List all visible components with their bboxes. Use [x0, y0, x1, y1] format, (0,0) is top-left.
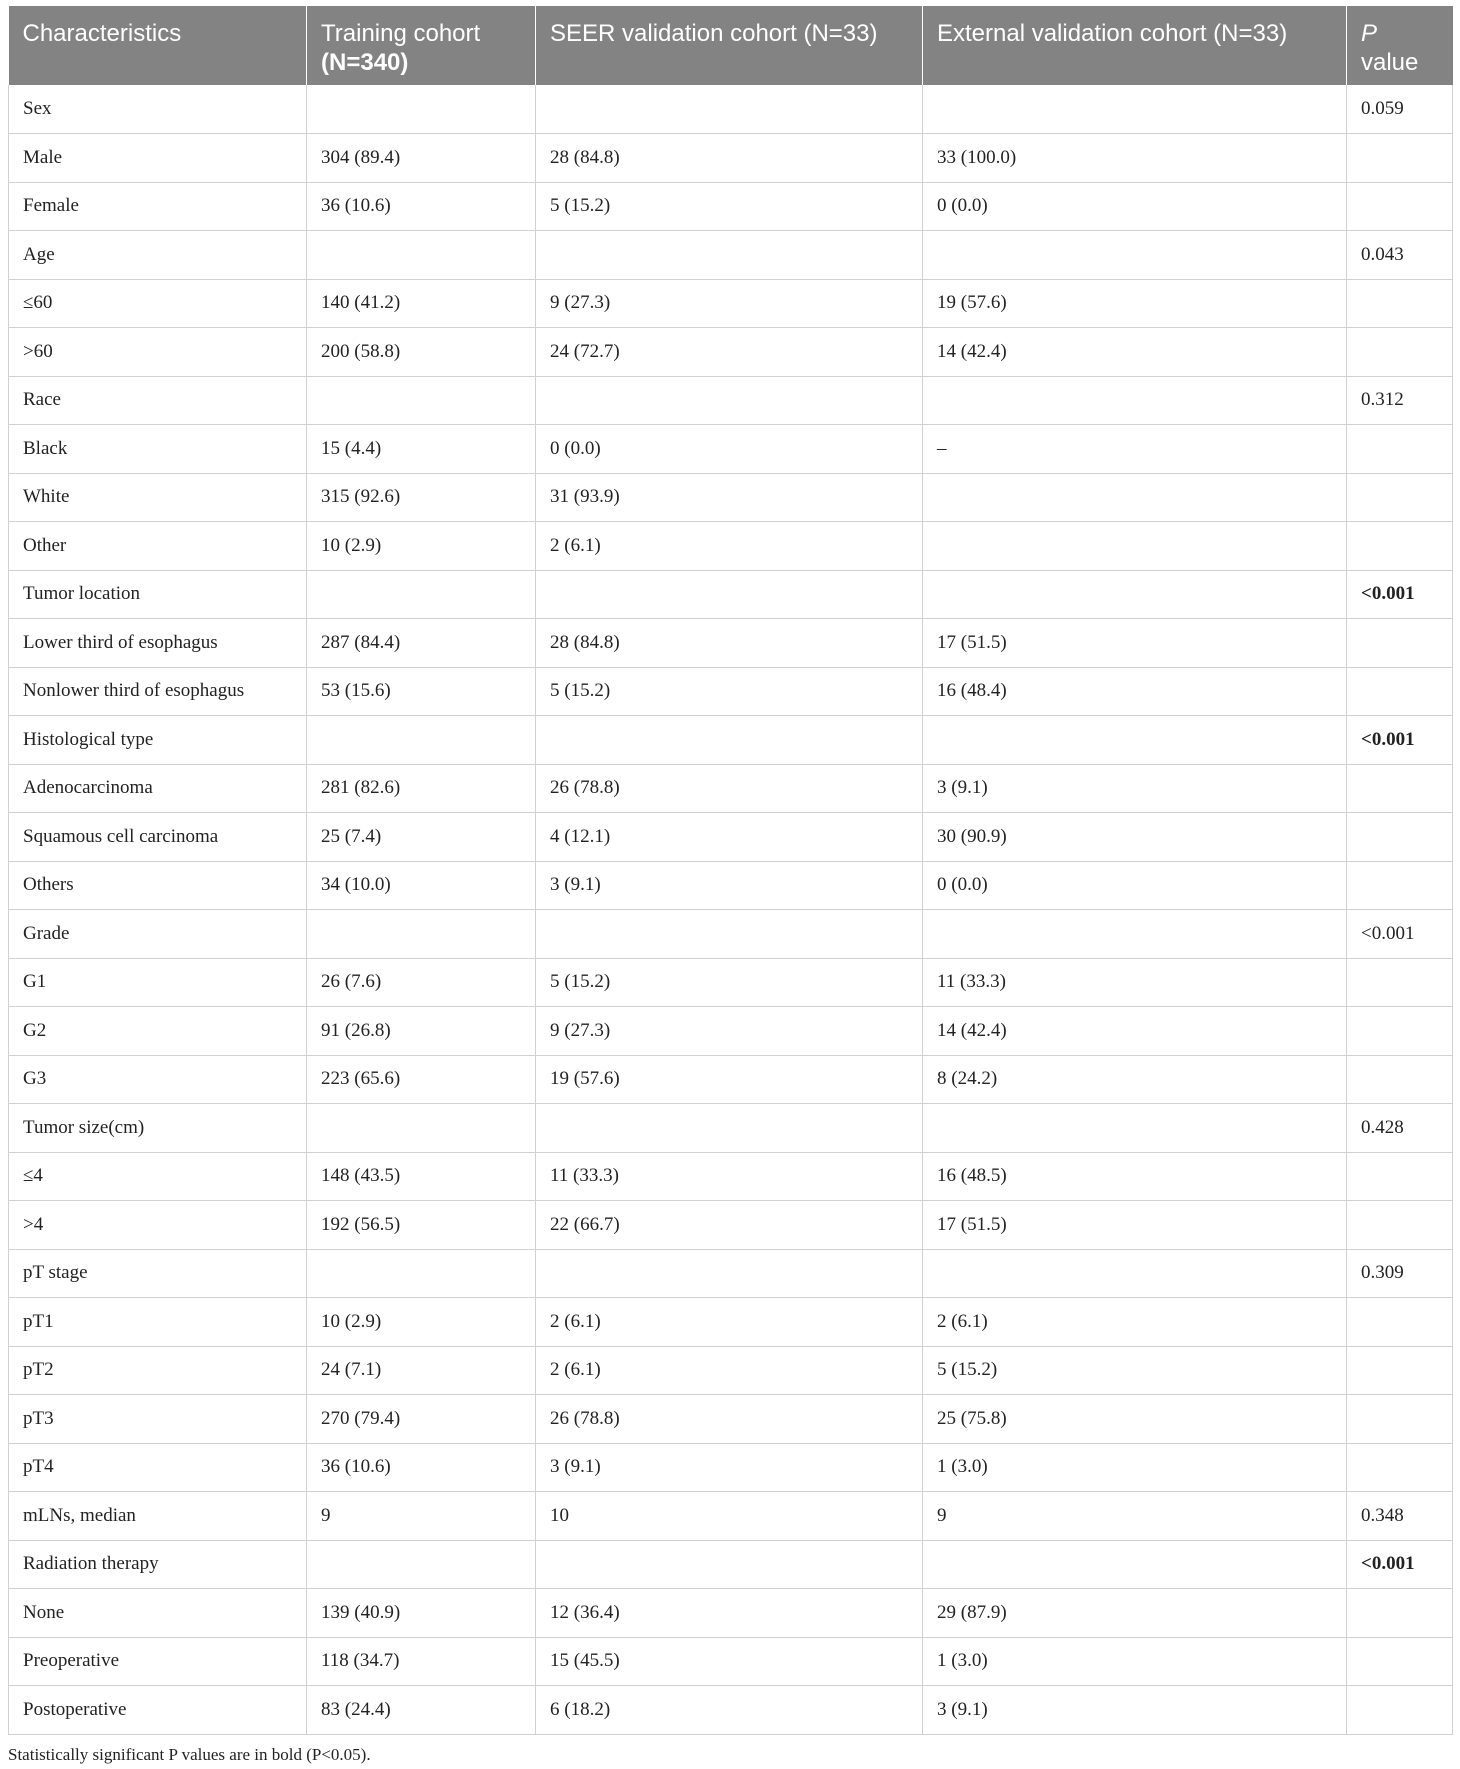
cell-external: 14 (42.4)	[923, 1007, 1347, 1056]
cell-p-value: <0.001	[1347, 1540, 1453, 1589]
cell-training: 304 (89.4)	[307, 134, 536, 183]
cell-training: 36 (10.6)	[307, 1443, 536, 1492]
cell-external	[923, 376, 1347, 425]
header-training-cohort	[307, 6, 536, 85]
cell-characteristic: Nonlower third of esophagus	[9, 667, 307, 716]
cell-seer	[536, 376, 923, 425]
cell-p-value: <0.001	[1347, 716, 1453, 765]
cell-external: 0 (0.0)	[923, 182, 1347, 231]
cell-characteristic: Other	[9, 522, 307, 571]
cell-training: 200 (58.8)	[307, 328, 536, 377]
table-row	[9, 425, 1453, 474]
cell-training	[307, 1540, 536, 1589]
cell-characteristic: Preoperative	[9, 1637, 307, 1686]
cell-training: 287 (84.4)	[307, 619, 536, 668]
cell-training: 9	[307, 1492, 536, 1541]
cell-training: 281 (82.6)	[307, 764, 536, 813]
cell-seer	[536, 1104, 923, 1153]
cell-p-value	[1347, 861, 1453, 910]
cell-p-value	[1347, 182, 1453, 231]
cell-p-value	[1347, 619, 1453, 668]
cell-p-value	[1347, 1201, 1453, 1250]
header-training-n: (N=340)	[321, 49, 409, 76]
cell-seer: 26 (78.8)	[536, 764, 923, 813]
cell-seer: 19 (57.6)	[536, 1055, 923, 1104]
cell-characteristic: ≤4	[9, 1152, 307, 1201]
cell-characteristic: G1	[9, 958, 307, 1007]
cell-training: 25 (7.4)	[307, 813, 536, 862]
cell-characteristic: Age	[9, 231, 307, 280]
table-body	[9, 85, 1453, 1734]
cell-p-value	[1347, 1686, 1453, 1735]
table-row	[9, 1346, 1453, 1395]
cell-external: 17 (51.5)	[923, 619, 1347, 668]
cell-p-value	[1347, 1055, 1453, 1104]
cell-seer: 0 (0.0)	[536, 425, 923, 474]
cell-p-value	[1347, 1152, 1453, 1201]
table-row	[9, 910, 1453, 959]
cell-p-value	[1347, 1346, 1453, 1395]
cell-seer	[536, 1249, 923, 1298]
cell-training	[307, 910, 536, 959]
cell-external: 14 (42.4)	[923, 328, 1347, 377]
cell-training: 36 (10.6)	[307, 182, 536, 231]
cell-characteristic: Black	[9, 425, 307, 474]
cell-external	[923, 1249, 1347, 1298]
cell-external: 3 (9.1)	[923, 1686, 1347, 1735]
cell-external	[923, 570, 1347, 619]
cell-seer	[536, 570, 923, 619]
cell-external: 29 (87.9)	[923, 1589, 1347, 1638]
table-row	[9, 1104, 1453, 1153]
cell-seer: 5 (15.2)	[536, 182, 923, 231]
cell-seer: 2 (6.1)	[536, 1298, 923, 1347]
cell-external: 2 (6.1)	[923, 1298, 1347, 1347]
cell-seer: 9 (27.3)	[536, 279, 923, 328]
cell-external: 17 (51.5)	[923, 1201, 1347, 1250]
cell-p-value	[1347, 134, 1453, 183]
cell-training: 223 (65.6)	[307, 1055, 536, 1104]
cell-training: 24 (7.1)	[307, 1346, 536, 1395]
cell-p-value	[1347, 1007, 1453, 1056]
cell-seer	[536, 231, 923, 280]
cell-external: 3 (9.1)	[923, 764, 1347, 813]
cell-seer: 12 (36.4)	[536, 1589, 923, 1638]
cell-p-value	[1347, 958, 1453, 1007]
cell-p-value: 0.043	[1347, 231, 1453, 280]
header-p-word: value	[1361, 49, 1419, 76]
cell-p-value	[1347, 425, 1453, 474]
table-row	[9, 958, 1453, 1007]
cell-seer: 2 (6.1)	[536, 522, 923, 571]
cell-seer: 3 (9.1)	[536, 861, 923, 910]
cell-training: 270 (79.4)	[307, 1395, 536, 1444]
cell-p-value	[1347, 1637, 1453, 1686]
table-row	[9, 1540, 1453, 1589]
cell-characteristic: Adenocarcinoma	[9, 764, 307, 813]
cell-training	[307, 570, 536, 619]
cell-training	[307, 1104, 536, 1153]
cell-external: 0 (0.0)	[923, 861, 1347, 910]
cell-p-value	[1347, 328, 1453, 377]
cell-training: 118 (34.7)	[307, 1637, 536, 1686]
cell-characteristic: pT1	[9, 1298, 307, 1347]
cell-external: 5 (15.2)	[923, 1346, 1347, 1395]
table-row	[9, 570, 1453, 619]
table-row	[9, 473, 1453, 522]
cell-p-value	[1347, 764, 1453, 813]
table-row	[9, 376, 1453, 425]
cell-external	[923, 716, 1347, 765]
table-row	[9, 1055, 1453, 1104]
cell-training	[307, 376, 536, 425]
table-row	[9, 85, 1453, 134]
table-row	[9, 1249, 1453, 1298]
cell-characteristic: None	[9, 1589, 307, 1638]
cell-external: 19 (57.6)	[923, 279, 1347, 328]
table-row	[9, 1637, 1453, 1686]
table-row	[9, 667, 1453, 716]
cell-training	[307, 85, 536, 134]
cell-seer: 10	[536, 1492, 923, 1541]
cell-seer: 22 (66.7)	[536, 1201, 923, 1250]
cell-seer: 5 (15.2)	[536, 958, 923, 1007]
header-training-label: Training cohort	[321, 20, 481, 47]
table-row	[9, 1007, 1453, 1056]
cell-seer: 2 (6.1)	[536, 1346, 923, 1395]
cell-characteristic: ≤60	[9, 279, 307, 328]
cell-characteristic: Tumor size(cm)	[9, 1104, 307, 1153]
cell-p-value: 0.312	[1347, 376, 1453, 425]
cell-training: 10 (2.9)	[307, 1298, 536, 1347]
table-row	[9, 861, 1453, 910]
table-row	[9, 813, 1453, 862]
cell-p-value	[1347, 1395, 1453, 1444]
header-external-cohort: External validation cohort (N=33)	[923, 6, 1347, 85]
table-row	[9, 279, 1453, 328]
table-row	[9, 1395, 1453, 1444]
cell-seer	[536, 716, 923, 765]
cell-seer: 3 (9.1)	[536, 1443, 923, 1492]
cell-characteristic: G2	[9, 1007, 307, 1056]
table-row	[9, 328, 1453, 377]
cell-characteristic: Grade	[9, 910, 307, 959]
cell-characteristic: pT stage	[9, 1249, 307, 1298]
table-row	[9, 522, 1453, 571]
table-row	[9, 716, 1453, 765]
cell-external: 16 (48.5)	[923, 1152, 1347, 1201]
table-row	[9, 1686, 1453, 1735]
cell-characteristic: Radiation therapy	[9, 1540, 307, 1589]
header-p-value	[1347, 6, 1453, 85]
cell-external	[923, 85, 1347, 134]
cell-p-value	[1347, 813, 1453, 862]
cell-external	[923, 1104, 1347, 1153]
cell-seer: 28 (84.8)	[536, 619, 923, 668]
cell-characteristic: Male	[9, 134, 307, 183]
cell-seer: 4 (12.1)	[536, 813, 923, 862]
cell-seer: 11 (33.3)	[536, 1152, 923, 1201]
cell-p-value	[1347, 473, 1453, 522]
cell-characteristic: Tumor location	[9, 570, 307, 619]
table-row	[9, 182, 1453, 231]
header-seer-cohort: SEER validation cohort (N=33)	[536, 6, 923, 85]
cell-external: 16 (48.4)	[923, 667, 1347, 716]
header-characteristics: Characteristics	[9, 6, 307, 85]
cell-seer: 31 (93.9)	[536, 473, 923, 522]
cell-external: 1 (3.0)	[923, 1443, 1347, 1492]
cell-seer: 15 (45.5)	[536, 1637, 923, 1686]
cell-characteristic: Histological type	[9, 716, 307, 765]
cell-training	[307, 1249, 536, 1298]
cell-training: 83 (24.4)	[307, 1686, 536, 1735]
cell-seer: 24 (72.7)	[536, 328, 923, 377]
table-row	[9, 764, 1453, 813]
cell-p-value: 0.059	[1347, 85, 1453, 134]
table-header	[9, 6, 1453, 85]
cell-seer: 28 (84.8)	[536, 134, 923, 183]
cell-training: 26 (7.6)	[307, 958, 536, 1007]
cell-training: 10 (2.9)	[307, 522, 536, 571]
cell-training: 34 (10.0)	[307, 861, 536, 910]
cell-external	[923, 473, 1347, 522]
cell-characteristic: pT3	[9, 1395, 307, 1444]
cell-characteristic: pT2	[9, 1346, 307, 1395]
cell-p-value	[1347, 522, 1453, 571]
cell-external: 11 (33.3)	[923, 958, 1347, 1007]
table-row	[9, 134, 1453, 183]
cell-training	[307, 231, 536, 280]
cell-training	[307, 716, 536, 765]
header-p-letter: P	[1361, 20, 1378, 47]
cell-characteristic: Postoperative	[9, 1686, 307, 1735]
cell-external: 9	[923, 1492, 1347, 1541]
table-container	[8, 6, 1452, 1765]
cell-characteristic: pT4	[9, 1443, 307, 1492]
cell-p-value: 0.309	[1347, 1249, 1453, 1298]
cell-p-value	[1347, 1589, 1453, 1638]
table-row	[9, 1443, 1453, 1492]
cell-p-value	[1347, 1443, 1453, 1492]
cell-external: 1 (3.0)	[923, 1637, 1347, 1686]
cell-characteristic: Squamous cell carcinoma	[9, 813, 307, 862]
cell-seer	[536, 1540, 923, 1589]
cell-external: 30 (90.9)	[923, 813, 1347, 862]
cell-training: 53 (15.6)	[307, 667, 536, 716]
cell-characteristic: >60	[9, 328, 307, 377]
cell-seer: 26 (78.8)	[536, 1395, 923, 1444]
cell-training: 139 (40.9)	[307, 1589, 536, 1638]
cell-external: 33 (100.0)	[923, 134, 1347, 183]
cell-p-value	[1347, 279, 1453, 328]
cell-training: 140 (41.2)	[307, 279, 536, 328]
cell-characteristic: Female	[9, 182, 307, 231]
cell-external	[923, 1540, 1347, 1589]
cell-external	[923, 231, 1347, 280]
cell-training: 15 (4.4)	[307, 425, 536, 474]
cell-p-value: <0.001	[1347, 570, 1453, 619]
table-row	[9, 231, 1453, 280]
table-row	[9, 1152, 1453, 1201]
cell-seer: 9 (27.3)	[536, 1007, 923, 1056]
cell-training: 192 (56.5)	[307, 1201, 536, 1250]
cell-p-value	[1347, 667, 1453, 716]
table-row	[9, 1298, 1453, 1347]
cell-external	[923, 910, 1347, 959]
cell-training: 148 (43.5)	[307, 1152, 536, 1201]
cell-external: 8 (24.2)	[923, 1055, 1347, 1104]
cell-external: –	[923, 425, 1347, 474]
table-footnote: Statistically significant P values are in bold (P<0.05).	[8, 1744, 371, 1764]
table-row	[9, 1589, 1453, 1638]
cell-characteristic: G3	[9, 1055, 307, 1104]
header-row	[9, 6, 1453, 85]
cell-seer: 6 (18.2)	[536, 1686, 923, 1735]
cell-characteristic: Others	[9, 861, 307, 910]
cell-seer	[536, 85, 923, 134]
cell-characteristic: Lower third of esophagus	[9, 619, 307, 668]
cell-external: 25 (75.8)	[923, 1395, 1347, 1444]
table-row	[9, 619, 1453, 668]
cell-seer	[536, 910, 923, 959]
cell-seer: 5 (15.2)	[536, 667, 923, 716]
cell-p-value: <0.001	[1347, 910, 1453, 959]
characteristics-table	[8, 6, 1453, 1735]
cell-characteristic: Sex	[9, 85, 307, 134]
cell-p-value: 0.348	[1347, 1492, 1453, 1541]
cell-p-value: 0.428	[1347, 1104, 1453, 1153]
cell-training: 315 (92.6)	[307, 473, 536, 522]
cell-training: 91 (26.8)	[307, 1007, 536, 1056]
table-row	[9, 1492, 1453, 1541]
cell-characteristic: White	[9, 473, 307, 522]
cell-characteristic: mLNs, median	[9, 1492, 307, 1541]
table-row	[9, 1201, 1453, 1250]
cell-characteristic: >4	[9, 1201, 307, 1250]
cell-characteristic: Race	[9, 376, 307, 425]
cell-p-value	[1347, 1298, 1453, 1347]
cell-external	[923, 522, 1347, 571]
